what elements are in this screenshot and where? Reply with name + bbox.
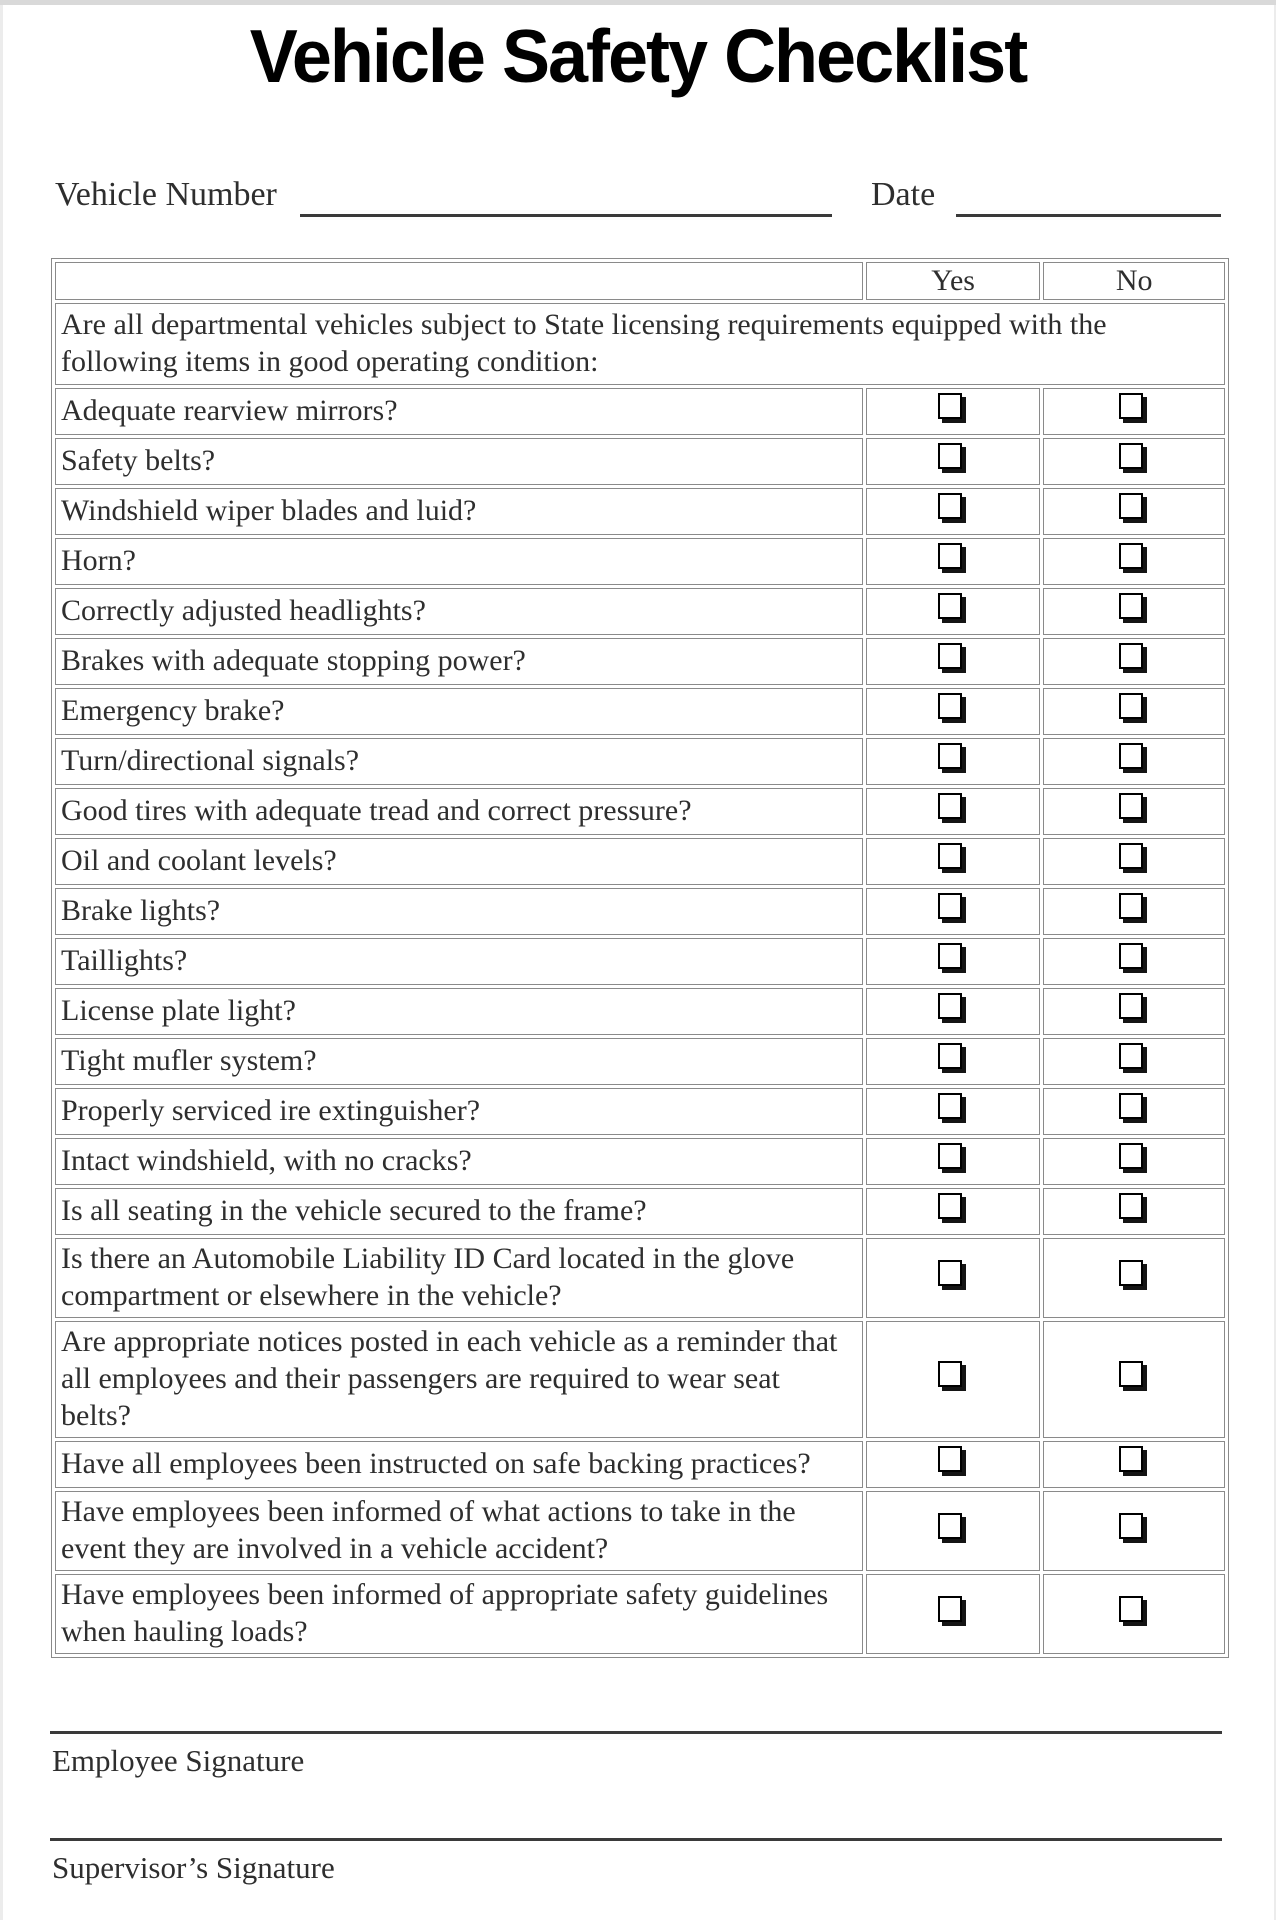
checkbox-yes[interactable]: [938, 843, 962, 869]
table-row: [55, 1491, 1225, 1571]
employee-signature-line[interactable]: [50, 1731, 1222, 1734]
item-question: Are appropriate notices posted in each vehicle as a reminder that all employees and their passengers are required to wear seat belts?: [55, 1321, 863, 1438]
no-cell: [1043, 1038, 1225, 1085]
yes-cell: [866, 1038, 1041, 1085]
no-cell: [1043, 1491, 1225, 1571]
checkbox-yes[interactable]: [938, 993, 962, 1019]
page-title: Vehicle Safety Checklist: [249, 15, 1027, 99]
no-cell: [1043, 388, 1225, 435]
table-row: [55, 538, 1225, 585]
checklist-table: [51, 258, 1229, 1658]
checkbox-yes[interactable]: [938, 393, 962, 419]
checkbox-yes[interactable]: [938, 493, 962, 519]
no-cell: [1043, 1188, 1225, 1235]
yes-cell: [866, 788, 1041, 835]
no-cell: [1043, 1088, 1225, 1135]
checkbox-yes[interactable]: [938, 1361, 962, 1387]
table-row: [55, 588, 1225, 635]
table-row: [55, 838, 1225, 885]
yes-cell: [866, 988, 1041, 1035]
item-question: Brake lights?: [55, 888, 863, 935]
no-cell: [1043, 588, 1225, 635]
table-row: [55, 738, 1225, 785]
checkbox-no[interactable]: [1119, 543, 1143, 569]
checkbox-no[interactable]: [1119, 593, 1143, 619]
checkbox-no[interactable]: [1119, 743, 1143, 769]
checkbox-no[interactable]: [1119, 943, 1143, 969]
checkbox-yes[interactable]: [938, 1043, 962, 1069]
no-cell: [1043, 1574, 1225, 1654]
no-cell: [1043, 988, 1225, 1035]
no-cell: [1043, 688, 1225, 735]
item-question: Tight mufler system?: [55, 1038, 863, 1085]
checkbox-no[interactable]: [1119, 793, 1143, 819]
yes-cell: [866, 1321, 1041, 1438]
checkbox-no[interactable]: [1119, 1446, 1143, 1472]
yes-column-header: Yes: [866, 262, 1041, 300]
table-row: [55, 788, 1225, 835]
yes-cell: [866, 888, 1041, 935]
no-cell: [1043, 488, 1225, 535]
item-question: Properly serviced ire extinguisher?: [55, 1088, 863, 1135]
table-row: [55, 888, 1225, 935]
yes-cell: [866, 388, 1041, 435]
table-row: [55, 1574, 1225, 1654]
supervisor-signature-line[interactable]: [50, 1838, 1222, 1841]
table-row: [55, 688, 1225, 735]
yes-cell: [866, 1088, 1041, 1135]
checkbox-no[interactable]: [1119, 843, 1143, 869]
checkbox-yes[interactable]: [938, 893, 962, 919]
checkbox-no[interactable]: [1119, 993, 1143, 1019]
supervisor-signature-label: Supervisor’s Signature: [52, 1850, 335, 1885]
item-question: Taillights?: [55, 938, 863, 985]
no-column-header: No: [1043, 262, 1225, 300]
item-question: Intact windshield, with no cracks?: [55, 1138, 863, 1185]
no-cell: [1043, 888, 1225, 935]
item-question: Adequate rearview mirrors?: [55, 388, 863, 435]
checkbox-yes[interactable]: [938, 743, 962, 769]
item-question: Good tires with adequate tread and correct pressure?: [55, 788, 863, 835]
checkbox-yes[interactable]: [938, 693, 962, 719]
checkbox-yes[interactable]: [938, 593, 962, 619]
checkbox-no[interactable]: [1119, 1093, 1143, 1119]
item-question: Horn?: [55, 538, 863, 585]
checkbox-no[interactable]: [1119, 1043, 1143, 1069]
checkbox-yes[interactable]: [938, 643, 962, 669]
checkbox-yes[interactable]: [938, 1446, 962, 1472]
checkbox-yes[interactable]: [938, 1193, 962, 1219]
checkbox-no[interactable]: [1119, 1193, 1143, 1219]
table-row: [55, 988, 1225, 1035]
checkbox-no[interactable]: [1119, 393, 1143, 419]
employee-signature-label: Employee Signature: [52, 1743, 305, 1778]
checkbox-yes[interactable]: [938, 1260, 962, 1286]
no-cell: [1043, 638, 1225, 685]
date-input[interactable]: [956, 214, 1221, 217]
checkbox-no[interactable]: [1119, 1513, 1143, 1539]
checkbox-yes[interactable]: [938, 443, 962, 469]
item-question: Windshield wiper blades and luid?: [55, 488, 863, 535]
checkbox-no[interactable]: [1119, 693, 1143, 719]
checkbox-no[interactable]: [1119, 1361, 1143, 1387]
checkbox-yes[interactable]: [938, 1596, 962, 1622]
table-row: [55, 388, 1225, 435]
table-row: [55, 1238, 1225, 1318]
checkbox-yes[interactable]: [938, 943, 962, 969]
item-question: Safety belts?: [55, 438, 863, 485]
yes-cell: [866, 1138, 1041, 1185]
item-question: License plate light?: [55, 988, 863, 1035]
intro-text: Are all departmental vehicles subject to State licensing requirements equipped with the following items in good operating condition:: [55, 303, 1225, 385]
table-row: [55, 1088, 1225, 1135]
item-question: Is there an Automobile Liability ID Card located in the glove compartment or elsewhere in the vehicle?: [55, 1238, 863, 1318]
yes-cell: [866, 1491, 1041, 1571]
yes-cell: [866, 588, 1041, 635]
no-cell: [1043, 1238, 1225, 1318]
checkbox-yes[interactable]: [938, 1093, 962, 1119]
checkbox-no[interactable]: [1119, 893, 1143, 919]
vehicle-number-input[interactable]: [300, 214, 832, 217]
no-cell: [1043, 788, 1225, 835]
item-question: Have all employees been instructed on safe backing practices?: [55, 1441, 863, 1488]
checkbox-no[interactable]: [1119, 493, 1143, 519]
item-question: Is all seating in the vehicle secured to the frame?: [55, 1188, 863, 1235]
item-question: Have employees been informed of what actions to take in the event they are involved in a vehicle accident?: [55, 1491, 863, 1571]
no-cell: [1043, 1138, 1225, 1185]
item-question: Correctly adjusted headlights?: [55, 588, 863, 635]
item-question: Emergency brake?: [55, 688, 863, 735]
header-row: [55, 262, 1225, 300]
no-cell: [1043, 538, 1225, 585]
table-row: [55, 1138, 1225, 1185]
checkbox-no[interactable]: [1119, 1260, 1143, 1286]
no-cell: [1043, 1441, 1225, 1488]
blank-header-cell: [55, 262, 863, 300]
yes-cell: [866, 1441, 1041, 1488]
yes-cell: [866, 538, 1041, 585]
item-question: Have employees been informed of appropriate safety guidelines when hauling loads?: [55, 1574, 863, 1654]
checkbox-yes[interactable]: [938, 1143, 962, 1169]
item-question: Turn/directional signals?: [55, 738, 863, 785]
item-question: Brakes with adequate stopping power?: [55, 638, 863, 685]
checkbox-yes[interactable]: [938, 1513, 962, 1539]
yes-cell: [866, 938, 1041, 985]
table-row: [55, 438, 1225, 485]
intro-row: [55, 303, 1225, 385]
yes-cell: [866, 1188, 1041, 1235]
yes-cell: [866, 438, 1041, 485]
yes-cell: [866, 1238, 1041, 1318]
table-row: [55, 488, 1225, 535]
checkbox-yes[interactable]: [938, 543, 962, 569]
table-row: [55, 1188, 1225, 1235]
checkbox-yes[interactable]: [938, 793, 962, 819]
table-row: [55, 1038, 1225, 1085]
yes-cell: [866, 488, 1041, 535]
checkbox-no[interactable]: [1119, 1596, 1143, 1622]
item-question: Oil and coolant levels?: [55, 838, 863, 885]
no-cell: [1043, 938, 1225, 985]
yes-cell: [866, 1574, 1041, 1654]
table-row: [55, 1441, 1225, 1488]
date-label: Date: [871, 176, 936, 213]
yes-cell: [866, 638, 1041, 685]
yes-cell: [866, 838, 1041, 885]
yes-cell: [866, 688, 1041, 735]
checkbox-no[interactable]: [1119, 443, 1143, 469]
checkbox-no[interactable]: [1119, 1143, 1143, 1169]
table-row: [55, 938, 1225, 985]
vehicle-number-label: Vehicle Number: [55, 176, 277, 213]
no-cell: [1043, 438, 1225, 485]
checkbox-no[interactable]: [1119, 643, 1143, 669]
no-cell: [1043, 738, 1225, 785]
no-cell: [1043, 838, 1225, 885]
yes-cell: [866, 738, 1041, 785]
no-cell: [1043, 1321, 1225, 1438]
table-row: [55, 638, 1225, 685]
table-row: [55, 1321, 1225, 1438]
